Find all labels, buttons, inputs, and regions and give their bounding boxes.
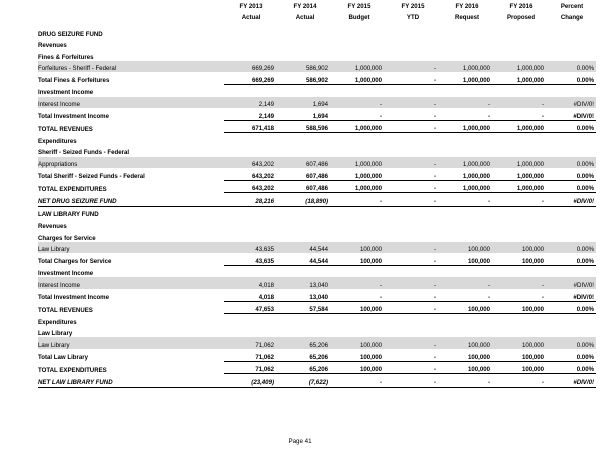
row-value: #DIV/0! <box>548 108 596 120</box>
row-label: Total Investment Income <box>38 113 109 121</box>
table-row <box>38 337 596 349</box>
row-value: 0.00% <box>548 242 596 254</box>
row-value: 2,149 <box>224 97 278 109</box>
header-row-line2 <box>38 11 596 26</box>
row-value: 100,000 <box>494 337 548 349</box>
row-value <box>224 145 278 157</box>
row-value: 0.00% <box>548 361 596 374</box>
row-value <box>224 38 278 50</box>
row-label: Total Sheriff - Seized Funds - Federal <box>38 173 145 181</box>
row-value: 4,018 <box>224 277 278 289</box>
row-value: 57,584 <box>278 301 332 314</box>
row-value: 100,000 <box>440 349 494 361</box>
row-value: 100,000 <box>332 361 386 374</box>
row-value: 65,206 <box>278 361 332 374</box>
row-value <box>494 38 548 50</box>
row-label: Law Library <box>38 337 224 349</box>
row-value: 586,902 <box>278 61 332 73</box>
row-value: - <box>386 180 440 193</box>
row-value: - <box>386 108 440 120</box>
row-value: 0.00% <box>548 72 596 84</box>
row-value <box>440 38 494 50</box>
row-value <box>224 206 278 218</box>
row-value: 65,206 <box>278 337 332 349</box>
row-value: - <box>494 108 548 120</box>
row-value: - <box>494 277 548 289</box>
table-row <box>38 133 596 145</box>
row-value: 100,000 <box>332 349 386 361</box>
row-label: Investment Income <box>38 89 94 97</box>
row-value <box>332 133 386 145</box>
row-value: (23,409) <box>224 374 278 388</box>
row-value <box>494 145 548 157</box>
table-row <box>38 180 596 193</box>
row-value <box>224 326 278 338</box>
row-value <box>440 133 494 145</box>
table-row <box>38 145 596 157</box>
header-cell-fy2016-request-sub: Request <box>454 13 480 21</box>
row-value: 100,000 <box>332 242 386 254</box>
row-value <box>440 219 494 231</box>
row-value <box>386 49 440 61</box>
row-label: Expenditures <box>38 318 77 326</box>
row-value <box>548 49 596 61</box>
row-value <box>332 265 386 277</box>
row-value <box>440 26 494 38</box>
row-label: Charges for Service <box>38 234 96 242</box>
row-value <box>332 38 386 50</box>
row-label: Total Law Library <box>38 354 88 362</box>
row-value: 0.00% <box>548 337 596 349</box>
row-value <box>224 219 278 231</box>
header-cell-label <box>38 0 224 11</box>
table-row <box>38 253 596 265</box>
row-value: 4,018 <box>224 289 278 301</box>
row-label: Total Investment Income <box>38 294 109 302</box>
header-cell-fy2014-actual: FY 2014 <box>293 2 317 10</box>
budget-table <box>38 0 596 388</box>
row-value <box>278 145 332 157</box>
row-value <box>332 49 386 61</box>
row-value: 643,202 <box>224 180 278 193</box>
row-value <box>494 326 548 338</box>
row-value: - <box>386 157 440 169</box>
row-value: 643,202 <box>224 157 278 169</box>
row-value: - <box>440 277 494 289</box>
row-value <box>494 206 548 218</box>
table-row <box>38 374 596 388</box>
row-label: Sheriff - Seized Funds - Federal <box>38 149 130 157</box>
row-value: 0.00% <box>548 180 596 193</box>
row-label: LAW LIBRARY FUND <box>38 211 99 219</box>
row-value: 1,000,000 <box>494 72 548 84</box>
row-value: 0.00% <box>548 61 596 73</box>
table-row <box>38 193 596 207</box>
row-value: 643,202 <box>224 168 278 180</box>
row-value: 1,000,000 <box>440 168 494 180</box>
header-cell-percent-change-sub: Change <box>560 13 584 21</box>
row-value: 100,000 <box>332 337 386 349</box>
header-cell-percent-change: Percent <box>560 2 584 10</box>
header-cell-fy2013-actual-sub: Actual <box>241 13 261 21</box>
row-value: 1,000,000 <box>494 168 548 180</box>
row-value: - <box>386 289 440 301</box>
row-value <box>278 133 332 145</box>
row-value: 588,596 <box>278 120 332 133</box>
row-value: - <box>386 349 440 361</box>
row-value <box>548 26 596 38</box>
row-label: DRUG SEIZURE FUND <box>38 30 103 38</box>
header-cell-fy2016-proposed-sub: Proposed <box>506 13 536 21</box>
row-value: 1,000,000 <box>332 72 386 84</box>
row-value: 100,000 <box>332 253 386 265</box>
row-value <box>440 84 494 96</box>
row-value <box>278 326 332 338</box>
row-value <box>386 326 440 338</box>
row-value: - <box>386 120 440 133</box>
row-value: 2,149 <box>224 108 278 120</box>
table-row <box>38 97 596 109</box>
row-value: 71,062 <box>224 337 278 349</box>
row-value: - <box>386 193 440 207</box>
row-value <box>224 314 278 326</box>
row-value: - <box>440 374 494 388</box>
row-value: 100,000 <box>440 301 494 314</box>
row-value: - <box>386 253 440 265</box>
table-row <box>38 168 596 180</box>
table-header <box>38 0 596 26</box>
table-row <box>38 265 596 277</box>
row-value: - <box>440 97 494 109</box>
row-label: Expenditures <box>38 137 77 145</box>
row-label: Investment Income <box>38 270 94 278</box>
row-value <box>224 133 278 145</box>
table-row <box>38 289 596 301</box>
row-value <box>278 26 332 38</box>
row-value <box>278 84 332 96</box>
row-value: 1,000,000 <box>494 157 548 169</box>
row-value: 44,544 <box>278 253 332 265</box>
row-value: 607,486 <box>278 157 332 169</box>
row-label: Revenues <box>38 42 67 50</box>
row-value: #DIV/0! <box>548 374 596 388</box>
row-label: Interest Income <box>38 97 224 109</box>
row-value: 1,000,000 <box>440 61 494 73</box>
row-label: Total Charges for Service <box>38 258 112 266</box>
row-value <box>548 206 596 218</box>
row-value: - <box>332 97 386 109</box>
row-value <box>224 84 278 96</box>
row-label: Interest Income <box>38 277 224 289</box>
row-value <box>332 314 386 326</box>
row-value <box>332 84 386 96</box>
row-value: - <box>440 108 494 120</box>
row-value: 100,000 <box>494 349 548 361</box>
row-label: Total Fines & Forfeitures <box>38 77 110 85</box>
row-value: (7,622) <box>278 374 332 388</box>
row-value <box>224 26 278 38</box>
row-value <box>494 84 548 96</box>
row-value: 1,000,000 <box>332 120 386 133</box>
row-value <box>494 230 548 242</box>
row-value <box>440 265 494 277</box>
row-value <box>548 314 596 326</box>
row-label: TOTAL REVENUES <box>38 306 93 314</box>
row-label: Law Library <box>38 242 224 254</box>
row-value <box>332 326 386 338</box>
row-label: NET LAW LIBRARY FUND <box>38 374 224 388</box>
row-value: 1,694 <box>278 97 332 109</box>
row-value <box>386 265 440 277</box>
row-value: 1,694 <box>278 108 332 120</box>
table-row <box>38 219 596 231</box>
row-value <box>440 49 494 61</box>
row-value <box>278 49 332 61</box>
row-label: Revenues <box>38 223 67 230</box>
table-body <box>38 26 596 387</box>
row-value <box>386 38 440 50</box>
row-label: NET DRUG SEIZURE FUND <box>38 193 224 207</box>
row-value <box>332 230 386 242</box>
row-value: 669,269 <box>224 61 278 73</box>
row-value: 100,000 <box>494 361 548 374</box>
row-value: - <box>494 193 548 207</box>
row-value: 0.00% <box>548 301 596 314</box>
row-value: #DIV/0! <box>548 277 596 289</box>
row-value <box>494 314 548 326</box>
row-value <box>224 49 278 61</box>
row-value: 100,000 <box>440 337 494 349</box>
row-value: - <box>494 289 548 301</box>
row-value <box>440 314 494 326</box>
header-row-line1 <box>38 0 596 11</box>
header-cell-fy2015-budget-sub: Budget <box>348 13 370 21</box>
header-cell-label-sub <box>38 11 224 26</box>
table-row <box>38 26 596 38</box>
row-value: - <box>386 301 440 314</box>
header-cell-fy2015-ytd: FY 2015 <box>401 2 425 10</box>
row-value <box>278 219 332 231</box>
row-value <box>494 133 548 145</box>
row-value <box>332 26 386 38</box>
row-value <box>494 49 548 61</box>
row-value <box>386 145 440 157</box>
header-cell-fy2014-actual-sub: Actual <box>295 13 315 21</box>
row-value: 1,000,000 <box>494 120 548 133</box>
table-row <box>38 157 596 169</box>
row-value <box>386 84 440 96</box>
row-value: 1,000,000 <box>332 180 386 193</box>
row-value: 0.00% <box>548 157 596 169</box>
header-cell-fy2015-budget: FY 2015 <box>347 2 371 10</box>
row-value: 1,000,000 <box>440 157 494 169</box>
row-value <box>548 84 596 96</box>
row-value <box>332 219 386 231</box>
row-value <box>278 265 332 277</box>
row-value <box>494 265 548 277</box>
table-row <box>38 277 596 289</box>
row-value <box>548 265 596 277</box>
row-value <box>386 230 440 242</box>
row-value <box>440 230 494 242</box>
row-value: 100,000 <box>440 253 494 265</box>
row-value <box>440 145 494 157</box>
row-value <box>548 38 596 50</box>
table-row <box>38 38 596 50</box>
row-value: 0.00% <box>548 120 596 133</box>
table-row <box>38 301 596 314</box>
row-value: #DIV/0! <box>548 289 596 301</box>
row-value: - <box>386 168 440 180</box>
row-value <box>332 145 386 157</box>
row-value: 1,000,000 <box>494 180 548 193</box>
row-value: 71,062 <box>224 361 278 374</box>
row-value: 0.00% <box>548 253 596 265</box>
row-value <box>224 265 278 277</box>
row-value: - <box>332 108 386 120</box>
row-value: 13,040 <box>278 289 332 301</box>
row-value: - <box>332 374 386 388</box>
row-value <box>548 145 596 157</box>
row-value: 43,635 <box>224 253 278 265</box>
table-row <box>38 361 596 374</box>
row-value: 1,000,000 <box>440 180 494 193</box>
row-value: 1,000,000 <box>494 61 548 73</box>
row-value <box>278 230 332 242</box>
row-value: 1,000,000 <box>440 120 494 133</box>
row-value <box>278 314 332 326</box>
table-row <box>38 61 596 73</box>
page-footer: Page 41 <box>288 438 312 445</box>
row-value <box>440 326 494 338</box>
row-value: 607,486 <box>278 180 332 193</box>
row-value: 100,000 <box>440 361 494 374</box>
row-label: Forfeitures - Sheriff - Federal <box>38 61 224 73</box>
row-value: 100,000 <box>494 253 548 265</box>
row-value: 0.00% <box>548 168 596 180</box>
row-value: 669,269 <box>224 72 278 84</box>
row-value: 44,544 <box>278 242 332 254</box>
row-value <box>548 326 596 338</box>
row-value: - <box>332 277 386 289</box>
row-value <box>548 230 596 242</box>
row-value: - <box>386 337 440 349</box>
row-label: TOTAL REVENUES <box>38 125 93 133</box>
row-value: - <box>386 242 440 254</box>
row-value: - <box>332 193 386 207</box>
row-value: - <box>386 277 440 289</box>
row-value: - <box>386 361 440 374</box>
row-label: Fines & Forfeitures <box>38 53 94 61</box>
row-value <box>494 26 548 38</box>
row-value: 1,000,000 <box>440 72 494 84</box>
row-value <box>386 133 440 145</box>
row-value: 586,902 <box>278 72 332 84</box>
row-label: Law Library <box>38 330 73 338</box>
row-value: - <box>494 374 548 388</box>
table-row <box>38 72 596 84</box>
row-value: 1,000,000 <box>332 157 386 169</box>
row-value <box>386 206 440 218</box>
row-value: 100,000 <box>494 242 548 254</box>
table-row <box>38 230 596 242</box>
table-row <box>38 206 596 218</box>
table-row <box>38 49 596 61</box>
table-row <box>38 326 596 338</box>
table-row <box>38 349 596 361</box>
row-value <box>278 206 332 218</box>
row-value: 71,062 <box>224 349 278 361</box>
row-value <box>386 219 440 231</box>
row-value <box>332 206 386 218</box>
row-value: 47,653 <box>224 301 278 314</box>
header-cell-fy2015-ytd-sub: YTD <box>406 13 420 21</box>
row-value <box>494 219 548 231</box>
table-row <box>38 84 596 96</box>
row-value: #DIV/0! <box>548 193 596 207</box>
header-cell-fy2013-actual: FY 2013 <box>239 2 263 10</box>
row-value: - <box>386 61 440 73</box>
row-value: - <box>332 289 386 301</box>
row-value: 28,216 <box>224 193 278 207</box>
row-value: 13,040 <box>278 277 332 289</box>
header-cell-fy2016-proposed: FY 2016 <box>509 2 533 10</box>
row-value <box>224 230 278 242</box>
table-row <box>38 108 596 120</box>
row-value <box>386 314 440 326</box>
row-value: 43,635 <box>224 242 278 254</box>
row-value: - <box>440 289 494 301</box>
row-value: - <box>386 97 440 109</box>
row-value <box>278 38 332 50</box>
row-value: 65,206 <box>278 349 332 361</box>
row-value: 100,000 <box>494 301 548 314</box>
row-value: - <box>386 374 440 388</box>
row-value: 671,418 <box>224 120 278 133</box>
row-value: - <box>440 193 494 207</box>
row-value: 607,486 <box>278 168 332 180</box>
row-value <box>548 219 596 231</box>
row-value: 100,000 <box>440 242 494 254</box>
row-value: - <box>386 72 440 84</box>
header-cell-fy2016-request: FY 2016 <box>455 2 479 10</box>
row-value: (18,890) <box>278 193 332 207</box>
row-label: TOTAL EXPENDITURES <box>38 366 107 374</box>
row-value <box>386 26 440 38</box>
row-value <box>440 206 494 218</box>
row-value: 1,000,000 <box>332 61 386 73</box>
row-value: 1,000,000 <box>332 168 386 180</box>
row-value <box>548 133 596 145</box>
row-value: #DIV/0! <box>548 97 596 109</box>
row-label: Appropriations <box>38 157 224 169</box>
row-value: - <box>494 97 548 109</box>
row-label: TOTAL EXPENDITURES <box>38 185 107 193</box>
table-row <box>38 242 596 254</box>
table-row <box>38 314 596 326</box>
row-value: 0.00% <box>548 349 596 361</box>
table-row <box>38 120 596 133</box>
row-value: 100,000 <box>332 301 386 314</box>
